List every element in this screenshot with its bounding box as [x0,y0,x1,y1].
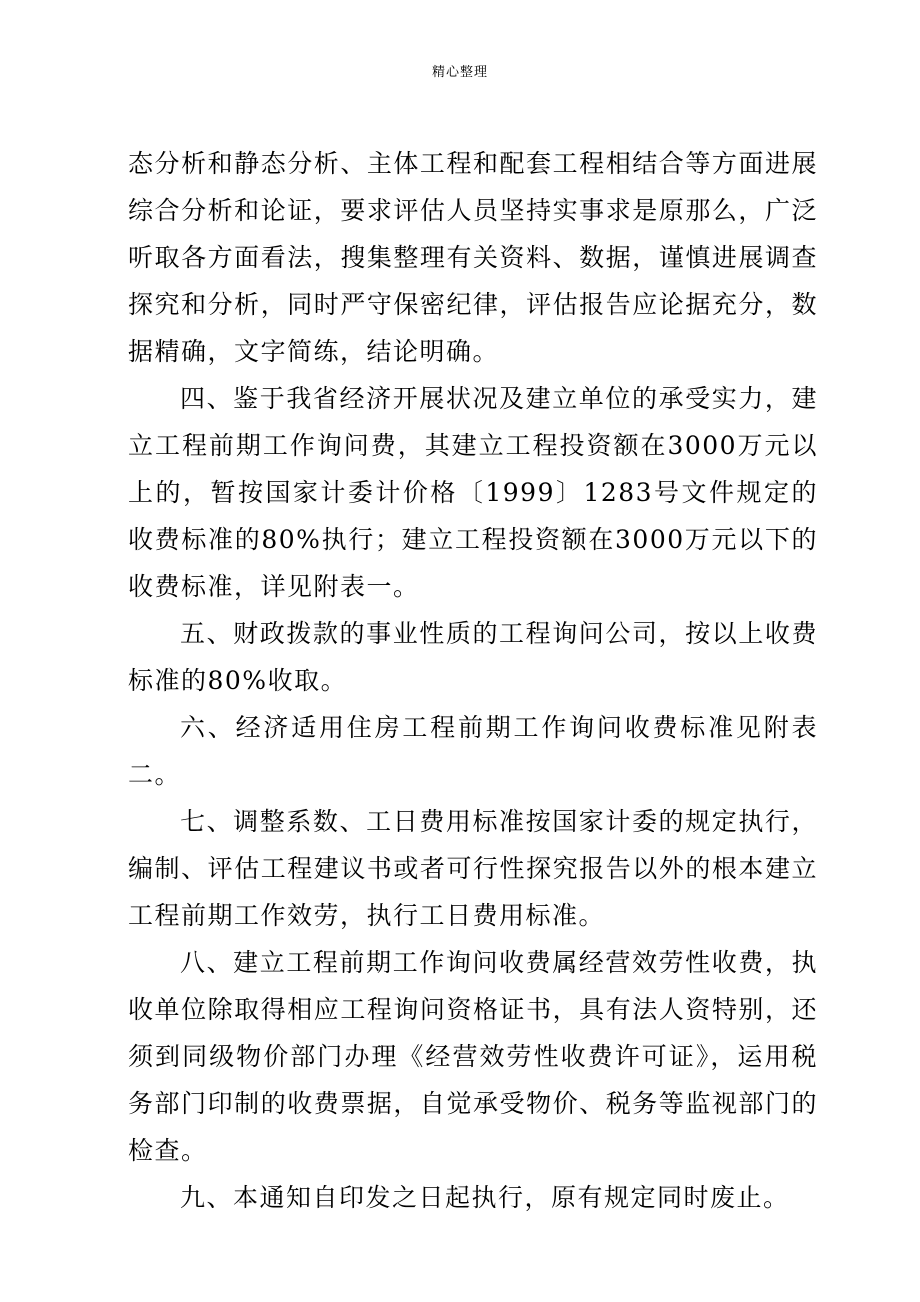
page-header: 精心整理 [431,65,488,80]
paragraph-continuation: 态分析和静态分析、主体工程和配套工程相结合等方面进展综合分析和论证，要求评估人员坚持实事求是原那么，广泛听取各方面看法，搜集整理有关资料、数据，谨慎进展调查探究和分析，同时严守保密纪律，评估报告应论据充分，数据精确，文字简练，结论明确。 [128,149,818,366]
paragraph-item-6: 六、经济适用住房工程前期工作询问收费标准见附表二。 [128,713,818,789]
paragraph-item-8: 八、建立工程前期工作询问收费属经营效劳性收费，执收单位除取得相应工程询问资格证书，具有法人资特别，还须到同级物价部门办理《经营效劳性收费许可证》，运用税务部门印制的收费票据，自觉承受物价、税务等监视部门的检查。 [128,948,818,1165]
paragraph-item-9: 九、本通知自印发之日起执行，原有规定同时废止。 [180,1183,790,1212]
paragraph-item-5: 五、财政拨款的事业性质的工程询问公司，按以上收费标准的80%收取。 [128,619,818,695]
paragraph-item-4: 四、鉴于我省经济开展状况及建立单位的承受实力，建立工程前期工作询问费，其建立工程投资额在3000万元以上的，暂按国家计委计价格〔1999〕1283号文件规定的收费标准的80%执行；建立工程投资额在3000万元以下的收费标准，详见附表一。 [128,384,818,601]
document-body [128,140,818,1221]
paragraph-item-7: 七、调整系数、工日费用标准按国家计委的规定执行，编制、评估工程建议书或者可行性探究报告以外的根本建立工程前期工作效劳，执行工日费用标准。 [128,807,818,930]
